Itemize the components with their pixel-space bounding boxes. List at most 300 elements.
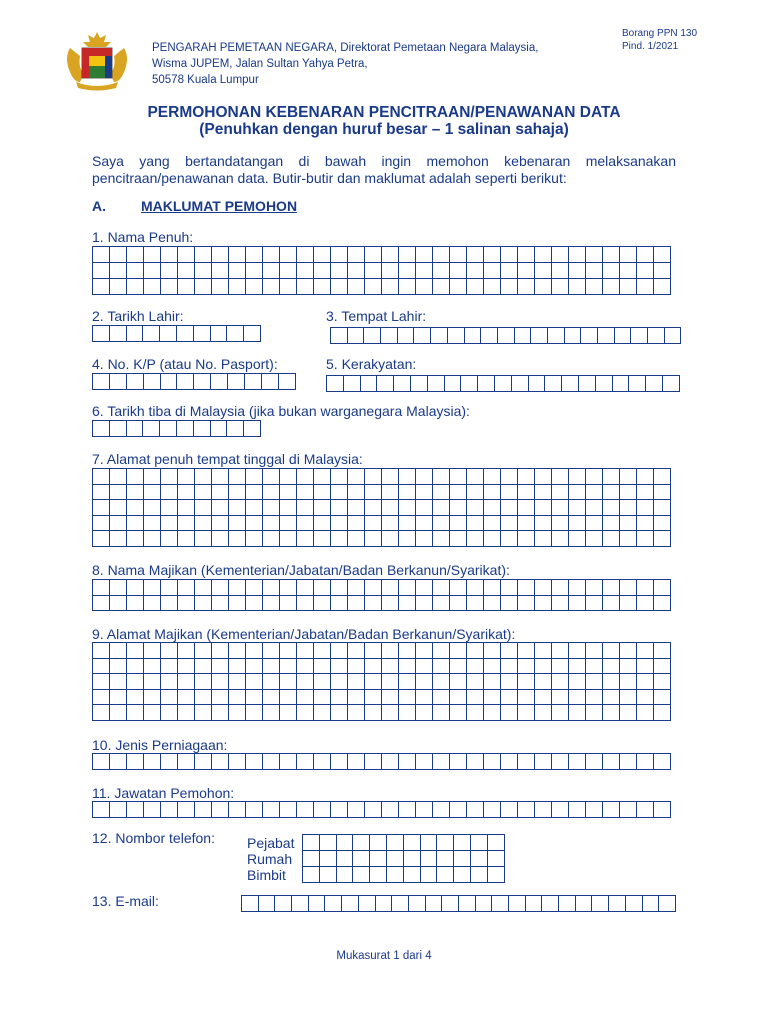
- character-box[interactable]: [382, 643, 399, 659]
- character-box[interactable]: [433, 515, 450, 531]
- character-box[interactable]: [178, 689, 195, 705]
- character-box[interactable]: [552, 595, 569, 611]
- character-box[interactable]: [160, 421, 177, 437]
- character-box[interactable]: [144, 515, 161, 531]
- character-box[interactable]: [552, 469, 569, 485]
- character-box[interactable]: [110, 500, 127, 516]
- character-box[interactable]: [246, 643, 263, 659]
- character-box[interactable]: [662, 376, 679, 392]
- character-box[interactable]: [229, 674, 246, 690]
- character-box[interactable]: [637, 263, 654, 279]
- character-box[interactable]: [331, 500, 348, 516]
- character-box[interactable]: [475, 896, 492, 912]
- character-box[interactable]: [144, 263, 161, 279]
- character-box[interactable]: [212, 689, 229, 705]
- character-box[interactable]: [501, 754, 518, 770]
- date-of-birth-boxes[interactable]: [92, 325, 261, 342]
- character-box[interactable]: [144, 247, 161, 263]
- character-box[interactable]: [552, 674, 569, 690]
- character-box[interactable]: [552, 658, 569, 674]
- character-box[interactable]: [427, 376, 444, 392]
- character-box[interactable]: [382, 674, 399, 690]
- character-box[interactable]: [392, 896, 409, 912]
- character-box[interactable]: [416, 595, 433, 611]
- character-box[interactable]: [297, 658, 314, 674]
- character-box[interactable]: [297, 754, 314, 770]
- character-box[interactable]: [242, 896, 259, 912]
- character-box[interactable]: [614, 328, 631, 344]
- character-box[interactable]: [212, 247, 229, 263]
- character-box[interactable]: [127, 500, 144, 516]
- character-box[interactable]: [399, 469, 416, 485]
- character-box[interactable]: [382, 531, 399, 547]
- character-box[interactable]: [501, 531, 518, 547]
- character-box[interactable]: [433, 802, 450, 818]
- character-box[interactable]: [386, 835, 403, 851]
- character-box[interactable]: [365, 279, 382, 295]
- character-box[interactable]: [420, 867, 437, 883]
- character-box[interactable]: [620, 531, 637, 547]
- character-box[interactable]: [637, 674, 654, 690]
- character-box[interactable]: [193, 326, 210, 342]
- character-box[interactable]: [467, 689, 484, 705]
- character-box[interactable]: [93, 421, 110, 437]
- character-box[interactable]: [348, 754, 365, 770]
- character-box[interactable]: [348, 263, 365, 279]
- character-box[interactable]: [586, 263, 603, 279]
- character-box[interactable]: [433, 580, 450, 596]
- character-box[interactable]: [433, 469, 450, 485]
- character-box[interactable]: [467, 802, 484, 818]
- character-box[interactable]: [399, 484, 416, 500]
- character-box[interactable]: [386, 851, 403, 867]
- character-box[interactable]: [603, 802, 620, 818]
- character-box[interactable]: [227, 421, 244, 437]
- character-box[interactable]: [450, 643, 467, 659]
- character-box[interactable]: [331, 263, 348, 279]
- character-box[interactable]: [382, 705, 399, 721]
- character-box[interactable]: [501, 515, 518, 531]
- character-box[interactable]: [161, 580, 178, 596]
- character-box[interactable]: [144, 484, 161, 500]
- character-box[interactable]: [370, 835, 387, 851]
- character-box[interactable]: [416, 802, 433, 818]
- character-box[interactable]: [620, 643, 637, 659]
- character-box[interactable]: [110, 674, 127, 690]
- character-box[interactable]: [386, 867, 403, 883]
- character-box[interactable]: [229, 689, 246, 705]
- business-type-boxes[interactable]: [92, 753, 671, 770]
- character-box[interactable]: [331, 515, 348, 531]
- character-box[interactable]: [144, 802, 161, 818]
- character-box[interactable]: [292, 896, 309, 912]
- character-box[interactable]: [433, 263, 450, 279]
- character-box[interactable]: [454, 851, 471, 867]
- character-box[interactable]: [603, 469, 620, 485]
- character-box[interactable]: [399, 515, 416, 531]
- character-box[interactable]: [178, 802, 195, 818]
- character-box[interactable]: [433, 595, 450, 611]
- character-box[interactable]: [444, 376, 461, 392]
- character-box[interactable]: [461, 376, 478, 392]
- character-box[interactable]: [297, 515, 314, 531]
- character-box[interactable]: [246, 705, 263, 721]
- character-box[interactable]: [365, 643, 382, 659]
- character-box[interactable]: [348, 802, 365, 818]
- character-box[interactable]: [195, 469, 212, 485]
- character-box[interactable]: [509, 896, 526, 912]
- character-box[interactable]: [437, 867, 454, 883]
- character-box[interactable]: [314, 484, 331, 500]
- character-box[interactable]: [470, 835, 487, 851]
- character-box[interactable]: [450, 689, 467, 705]
- character-box[interactable]: [603, 643, 620, 659]
- character-box[interactable]: [93, 263, 110, 279]
- character-box[interactable]: [450, 580, 467, 596]
- character-box[interactable]: [654, 674, 671, 690]
- character-box[interactable]: [212, 754, 229, 770]
- character-box[interactable]: [433, 705, 450, 721]
- character-box[interactable]: [518, 580, 535, 596]
- character-box[interactable]: [637, 515, 654, 531]
- character-box[interactable]: [484, 595, 501, 611]
- character-box[interactable]: [450, 802, 467, 818]
- character-box[interactable]: [637, 658, 654, 674]
- character-box[interactable]: [450, 263, 467, 279]
- character-box[interactable]: [552, 531, 569, 547]
- character-box[interactable]: [261, 374, 278, 390]
- character-box[interactable]: [569, 263, 586, 279]
- character-box[interactable]: [144, 580, 161, 596]
- character-box[interactable]: [399, 674, 416, 690]
- character-box[interactable]: [654, 279, 671, 295]
- character-box[interactable]: [93, 515, 110, 531]
- character-box[interactable]: [280, 515, 297, 531]
- character-box[interactable]: [212, 279, 229, 295]
- character-box[interactable]: [403, 851, 420, 867]
- character-box[interactable]: [280, 802, 297, 818]
- character-box[interactable]: [263, 247, 280, 263]
- character-box[interactable]: [314, 469, 331, 485]
- character-box[interactable]: [263, 279, 280, 295]
- character-box[interactable]: [161, 484, 178, 500]
- character-box[interactable]: [331, 328, 348, 344]
- character-box[interactable]: [659, 896, 676, 912]
- character-box[interactable]: [535, 279, 552, 295]
- character-box[interactable]: [569, 705, 586, 721]
- character-box[interactable]: [263, 515, 280, 531]
- character-box[interactable]: [535, 643, 552, 659]
- character-box[interactable]: [161, 247, 178, 263]
- character-box[interactable]: [263, 643, 280, 659]
- character-box[interactable]: [246, 802, 263, 818]
- character-box[interactable]: [450, 595, 467, 611]
- character-box[interactable]: [178, 754, 195, 770]
- character-box[interactable]: [470, 867, 487, 883]
- character-box[interactable]: [212, 469, 229, 485]
- character-box[interactable]: [229, 279, 246, 295]
- character-box[interactable]: [246, 515, 263, 531]
- character-box[interactable]: [246, 754, 263, 770]
- character-box[interactable]: [143, 421, 160, 437]
- character-box[interactable]: [127, 802, 144, 818]
- character-box[interactable]: [450, 515, 467, 531]
- character-box[interactable]: [244, 326, 261, 342]
- character-box[interactable]: [377, 376, 394, 392]
- character-box[interactable]: [518, 469, 535, 485]
- character-box[interactable]: [501, 705, 518, 721]
- character-box[interactable]: [450, 705, 467, 721]
- character-box[interactable]: [609, 896, 626, 912]
- character-box[interactable]: [314, 595, 331, 611]
- character-box[interactable]: [229, 643, 246, 659]
- character-box[interactable]: [178, 279, 195, 295]
- character-box[interactable]: [195, 484, 212, 500]
- character-box[interactable]: [654, 500, 671, 516]
- character-box[interactable]: [144, 279, 161, 295]
- character-box[interactable]: [501, 689, 518, 705]
- character-box[interactable]: [110, 754, 127, 770]
- character-box[interactable]: [93, 595, 110, 611]
- character-box[interactable]: [263, 469, 280, 485]
- character-box[interactable]: [642, 896, 659, 912]
- character-box[interactable]: [195, 279, 212, 295]
- character-box[interactable]: [195, 643, 212, 659]
- character-box[interactable]: [280, 469, 297, 485]
- character-box[interactable]: [358, 896, 375, 912]
- character-box[interactable]: [552, 705, 569, 721]
- character-box[interactable]: [212, 595, 229, 611]
- character-box[interactable]: [144, 595, 161, 611]
- character-box[interactable]: [433, 279, 450, 295]
- character-box[interactable]: [144, 531, 161, 547]
- character-box[interactable]: [280, 595, 297, 611]
- character-box[interactable]: [110, 705, 127, 721]
- character-box[interactable]: [603, 279, 620, 295]
- character-box[interactable]: [382, 469, 399, 485]
- character-box[interactable]: [280, 658, 297, 674]
- character-box[interactable]: [144, 674, 161, 690]
- character-box[interactable]: [620, 754, 637, 770]
- character-box[interactable]: [212, 705, 229, 721]
- character-box[interactable]: [325, 896, 342, 912]
- character-box[interactable]: [314, 643, 331, 659]
- character-box[interactable]: [528, 376, 545, 392]
- character-box[interactable]: [244, 421, 261, 437]
- character-box[interactable]: [501, 500, 518, 516]
- character-box[interactable]: [127, 689, 144, 705]
- character-box[interactable]: [501, 580, 518, 596]
- character-box[interactable]: [620, 658, 637, 674]
- applicant-position-boxes[interactable]: [92, 801, 671, 818]
- character-box[interactable]: [297, 279, 314, 295]
- character-box[interactable]: [381, 328, 398, 344]
- arrival-date-boxes[interactable]: [92, 420, 261, 437]
- character-box[interactable]: [569, 689, 586, 705]
- character-box[interactable]: [518, 247, 535, 263]
- character-box[interactable]: [210, 421, 227, 437]
- character-box[interactable]: [637, 689, 654, 705]
- character-box[interactable]: [442, 896, 459, 912]
- character-box[interactable]: [348, 279, 365, 295]
- character-box[interactable]: [126, 326, 143, 342]
- character-box[interactable]: [193, 421, 210, 437]
- character-box[interactable]: [467, 658, 484, 674]
- character-box[interactable]: [575, 896, 592, 912]
- character-box[interactable]: [229, 469, 246, 485]
- character-box[interactable]: [467, 705, 484, 721]
- character-box[interactable]: [161, 802, 178, 818]
- character-box[interactable]: [569, 469, 586, 485]
- character-box[interactable]: [126, 374, 143, 390]
- character-box[interactable]: [314, 580, 331, 596]
- character-box[interactable]: [348, 674, 365, 690]
- character-box[interactable]: [535, 754, 552, 770]
- character-box[interactable]: [518, 802, 535, 818]
- character-box[interactable]: [93, 674, 110, 690]
- character-box[interactable]: [603, 500, 620, 516]
- character-box[interactable]: [487, 835, 504, 851]
- character-box[interactable]: [160, 374, 177, 390]
- character-box[interactable]: [331, 705, 348, 721]
- character-box[interactable]: [620, 689, 637, 705]
- character-box[interactable]: [178, 674, 195, 690]
- character-box[interactable]: [535, 500, 552, 516]
- character-box[interactable]: [552, 263, 569, 279]
- character-box[interactable]: [365, 802, 382, 818]
- character-box[interactable]: [501, 674, 518, 690]
- character-box[interactable]: [603, 705, 620, 721]
- character-box[interactable]: [535, 469, 552, 485]
- character-box[interactable]: [484, 469, 501, 485]
- character-box[interactable]: [212, 802, 229, 818]
- character-box[interactable]: [654, 754, 671, 770]
- character-box[interactable]: [484, 754, 501, 770]
- character-box[interactable]: [664, 328, 681, 344]
- character-box[interactable]: [195, 674, 212, 690]
- character-box[interactable]: [403, 835, 420, 851]
- character-box[interactable]: [467, 263, 484, 279]
- character-box[interactable]: [314, 500, 331, 516]
- character-box[interactable]: [263, 263, 280, 279]
- character-box[interactable]: [637, 484, 654, 500]
- character-box[interactable]: [416, 580, 433, 596]
- character-box[interactable]: [263, 531, 280, 547]
- character-box[interactable]: [603, 754, 620, 770]
- character-box[interactable]: [511, 376, 528, 392]
- character-box[interactable]: [161, 674, 178, 690]
- character-box[interactable]: [467, 595, 484, 611]
- character-box[interactable]: [492, 896, 509, 912]
- character-box[interactable]: [360, 376, 377, 392]
- character-box[interactable]: [365, 469, 382, 485]
- character-box[interactable]: [586, 515, 603, 531]
- character-box[interactable]: [127, 247, 144, 263]
- character-box[interactable]: [93, 643, 110, 659]
- character-box[interactable]: [110, 689, 127, 705]
- character-box[interactable]: [110, 658, 127, 674]
- character-box[interactable]: [365, 515, 382, 531]
- employer-address-boxes[interactable]: [92, 642, 671, 721]
- character-box[interactable]: [297, 247, 314, 263]
- character-box[interactable]: [263, 484, 280, 500]
- character-box[interactable]: [263, 674, 280, 690]
- character-box[interactable]: [263, 689, 280, 705]
- character-box[interactable]: [348, 247, 365, 263]
- character-box[interactable]: [382, 484, 399, 500]
- character-box[interactable]: [603, 484, 620, 500]
- character-box[interactable]: [229, 580, 246, 596]
- character-box[interactable]: [501, 484, 518, 500]
- character-box[interactable]: [420, 835, 437, 851]
- character-box[interactable]: [178, 658, 195, 674]
- character-box[interactable]: [314, 279, 331, 295]
- character-box[interactable]: [353, 835, 370, 851]
- character-box[interactable]: [470, 851, 487, 867]
- character-box[interactable]: [416, 247, 433, 263]
- character-box[interactable]: [93, 689, 110, 705]
- character-box[interactable]: [484, 674, 501, 690]
- character-box[interactable]: [178, 531, 195, 547]
- character-box[interactable]: [484, 279, 501, 295]
- character-box[interactable]: [416, 705, 433, 721]
- character-box[interactable]: [93, 326, 110, 342]
- character-box[interactable]: [212, 484, 229, 500]
- character-box[interactable]: [612, 376, 629, 392]
- character-box[interactable]: [525, 896, 542, 912]
- character-box[interactable]: [654, 484, 671, 500]
- character-box[interactable]: [263, 705, 280, 721]
- character-box[interactable]: [501, 595, 518, 611]
- character-box[interactable]: [245, 374, 262, 390]
- character-box[interactable]: [569, 500, 586, 516]
- character-box[interactable]: [603, 263, 620, 279]
- character-box[interactable]: [484, 515, 501, 531]
- character-box[interactable]: [297, 674, 314, 690]
- character-box[interactable]: [127, 263, 144, 279]
- character-box[interactable]: [370, 867, 387, 883]
- character-box[interactable]: [246, 658, 263, 674]
- character-box[interactable]: [348, 484, 365, 500]
- character-box[interactable]: [178, 580, 195, 596]
- character-box[interactable]: [450, 658, 467, 674]
- character-box[interactable]: [637, 754, 654, 770]
- character-box[interactable]: [246, 674, 263, 690]
- character-box[interactable]: [603, 247, 620, 263]
- character-box[interactable]: [416, 643, 433, 659]
- character-box[interactable]: [280, 279, 297, 295]
- character-box[interactable]: [127, 515, 144, 531]
- character-box[interactable]: [433, 689, 450, 705]
- character-box[interactable]: [586, 531, 603, 547]
- character-box[interactable]: [365, 500, 382, 516]
- character-box[interactable]: [127, 754, 144, 770]
- character-box[interactable]: [161, 515, 178, 531]
- character-box[interactable]: [280, 643, 297, 659]
- character-box[interactable]: [314, 689, 331, 705]
- character-box[interactable]: [195, 580, 212, 596]
- character-box[interactable]: [416, 689, 433, 705]
- character-box[interactable]: [542, 896, 559, 912]
- character-box[interactable]: [144, 754, 161, 770]
- character-box[interactable]: [246, 247, 263, 263]
- character-box[interactable]: [450, 247, 467, 263]
- character-box[interactable]: [467, 643, 484, 659]
- character-box[interactable]: [382, 580, 399, 596]
- character-box[interactable]: [535, 705, 552, 721]
- character-box[interactable]: [518, 531, 535, 547]
- character-box[interactable]: [93, 469, 110, 485]
